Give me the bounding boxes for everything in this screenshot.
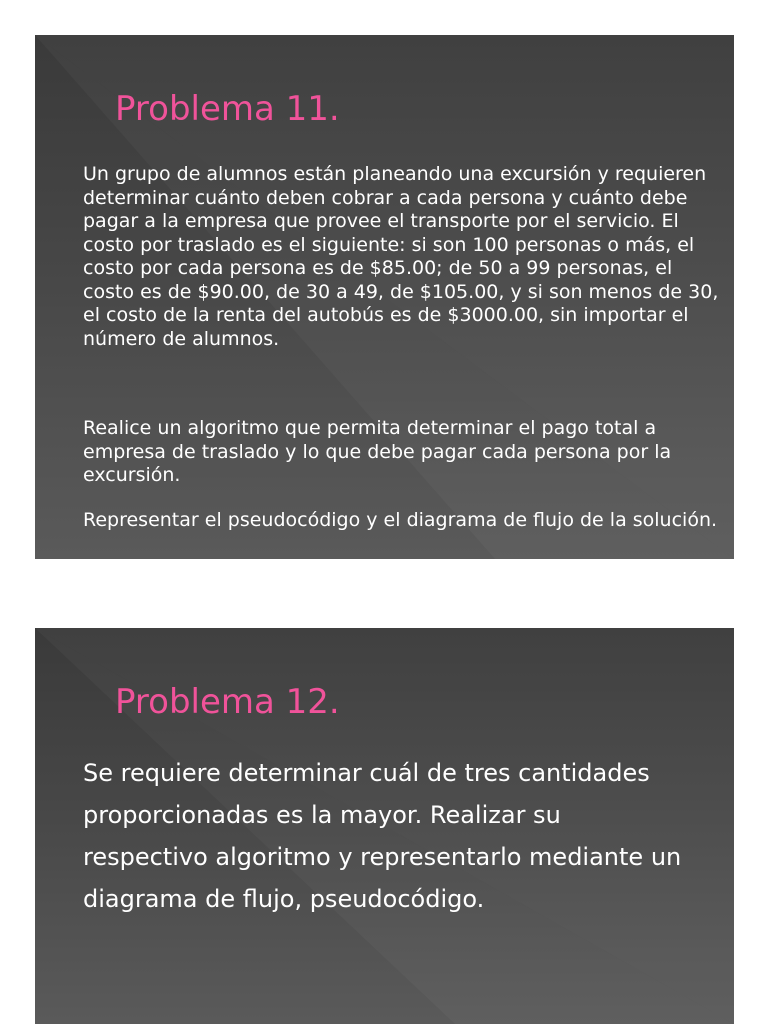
problem-statement: Se requiere determinar cuál de tres cantidades proporcionadas es la mayor. Realizar su respectivo algoritmo y representarlo mediante un diagrama de flujo, pseudocódigo. [83, 759, 682, 913]
slide-problema-12 [35, 628, 734, 1024]
slide-title: Problema 12. [115, 682, 340, 722]
slide-problema-11 [35, 35, 734, 559]
deliverable-instruction: Representar el pseudocódigo y el diagrama de flujo de la solución. [83, 509, 718, 531]
task-instruction: Realice un algoritmo que permita determinar el pago total a empresa de traslado y lo que debe pagar cada persona por la excursión. [83, 417, 672, 486]
problem-statement: Un grupo de alumnos están planeando una excursión y requieren determinar cuánto deben cobrar a cada persona y cuánto debe pagar a la empresa que provee el transporte por el servicio. El costo por traslado es el siguiente: si son 100 personas o más, el costo por cada persona es de $85.00; de 50 a 99 personas, el costo es de $90.00, de 30 a 49, de $105.00, y si son menos de 30, el costo de la renta del autobús es de $3000.00, sin importar el número de alumnos. [83, 163, 719, 350]
slide-title: Problema 11. [115, 89, 340, 129]
